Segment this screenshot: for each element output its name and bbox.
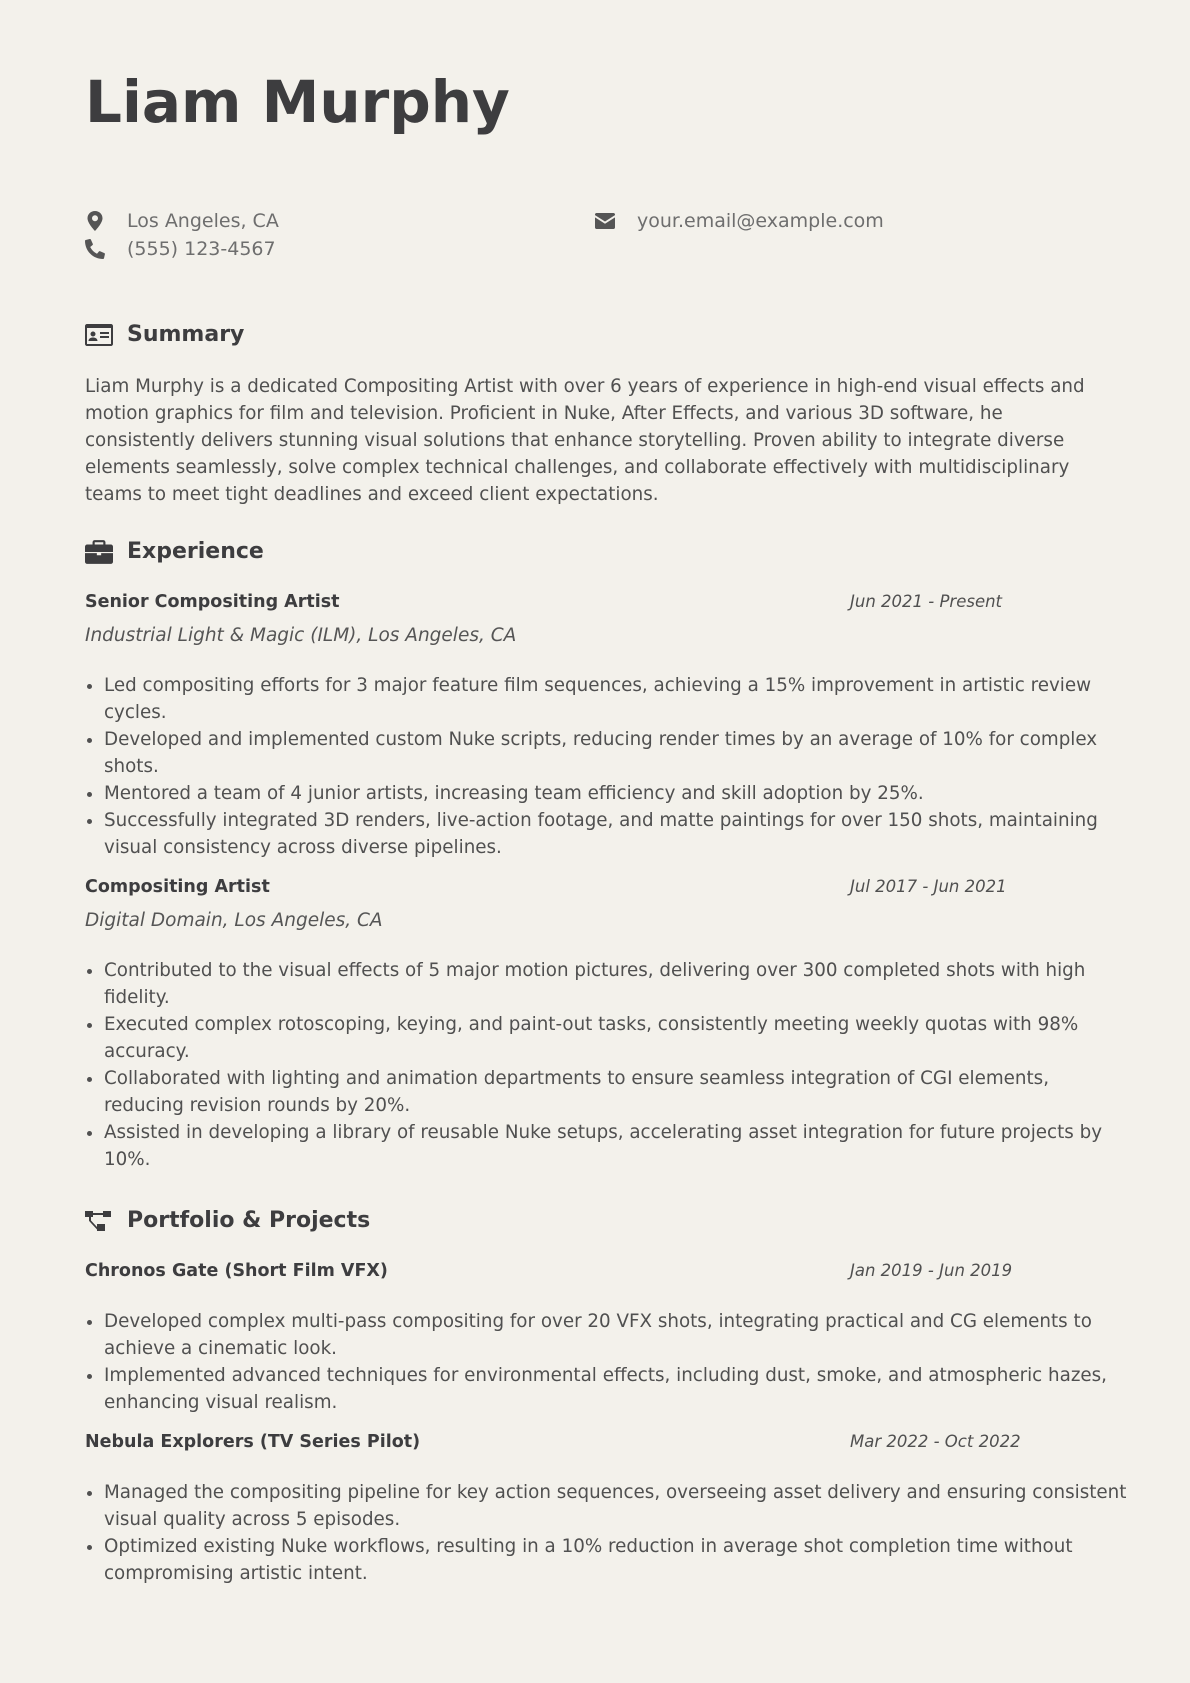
list-item: • Executed complex rotoscoping, keying, and paint-out tasks, consistently meeting weekly quotas with 98% accuracy. [104,1011,1134,1065]
list-item: • Managed the compositing pipeline for key action sequences, overseeing asset delivery and ensuring consistent visual quality across 5 episodes. [104,1479,1134,1533]
contact-info [85,210,1105,270]
job-bullets [85,957,1134,1173]
project-title: Nebula Explorers (TV Series Pilot) [85,1432,421,1452]
id-card-icon [85,323,113,347]
job-title: Compositing Artist [85,877,270,897]
job-dates: Jun 2021 - Present [850,592,1003,611]
location-text: Los Angeles, CA [127,210,279,232]
list-item: • Led compositing efforts for 3 major feature film sequences, achieving a 15% improvement in artistic review cycles. [104,672,1134,726]
phone-icon [85,239,105,259]
list-item: • Developed and implemented custom Nuke scripts, reducing render times by an average of 10% for complex shots. [104,726,1134,780]
job-company: Digital Domain, Los Angeles, CA [85,910,383,931]
experience-heading [85,539,264,564]
project-title: Chronos Gate (Short Film VFX) [85,1261,388,1281]
list-item: • Contributed to the visual effects of 5 major motion pictures, delivering over 300 completed shots with high fidelity. [104,957,1134,1011]
list-item: • Developed complex multi-pass compositing for over 20 VFX shots, integrating practical and CG elements to achieve a cinematic look. [104,1308,1134,1362]
projects-heading [85,1208,370,1233]
phone-text: (555) 123-4567 [127,238,276,260]
summary-title: Summary [127,322,245,347]
experience-title: Experience [127,539,264,564]
job-company: Industrial Light & Magic (ILM), Los Angeles, CA [85,625,517,646]
envelope-icon [595,211,615,231]
list-item: • Implemented advanced techniques for environmental effects, including dust, smoke, and atmospheric hazes, enhancing visual realism. [104,1362,1134,1416]
map-marker-icon [85,211,105,231]
project-bullets [85,1479,1134,1587]
summary-heading [85,322,244,347]
contact-phone [85,238,276,260]
project-bullets [85,1308,1134,1416]
candidate-name: Liam Murphy [85,68,510,136]
email-text[interactable]: your.email@example.com [637,210,884,232]
project-dates: Mar 2022 - Oct 2022 [850,1432,1021,1451]
contact-email[interactable] [595,210,884,232]
list-item: • Mentored a team of 4 junior artists, increasing team efficiency and skill adoption by 25%. [104,780,1134,807]
projects-title: Portfolio & Projects [127,1208,371,1233]
list-item: • Assisted in developing a library of reusable Nuke setups, accelerating asset integration for future projects by 10%. [104,1119,1134,1173]
list-item: • Optimized existing Nuke workflows, resulting in a 10% reduction in average shot completion time without compromising artistic intent. [104,1533,1134,1587]
summary-text: Liam Murphy is a dedicated Compositing Artist with over 6 years of experience in high-end visual effects and motion graphics for film and television. Proficient in Nuke, After Effects, and various 3D software, he consistently delivers stunning visual solutions that enhance storytelling. Proven ability to integrate diverse elements seamlessly, solve complex technical challenges, and collaborate effectively with multidisciplinary teams to meet tight deadlines and exceed client expectations. [85,376,1085,505]
list-item: • Successfully integrated 3D renders, live-action footage, and matte paintings for over 150 shots, maintaining visual consistency across diverse pipelines. [104,807,1134,861]
job-title: Senior Compositing Artist [85,592,340,612]
project-dates: Jan 2019 - Jun 2019 [850,1261,1013,1280]
contact-location [85,210,279,232]
job-bullets [85,672,1134,861]
job-dates: Jul 2017 - Jun 2021 [850,877,1007,896]
project-diagram-icon [85,1209,113,1233]
briefcase-icon [85,540,113,564]
list-item: • Collaborated with lighting and animation departments to ensure seamless integration of CGI elements, reducing revision rounds by 20%. [104,1065,1134,1119]
